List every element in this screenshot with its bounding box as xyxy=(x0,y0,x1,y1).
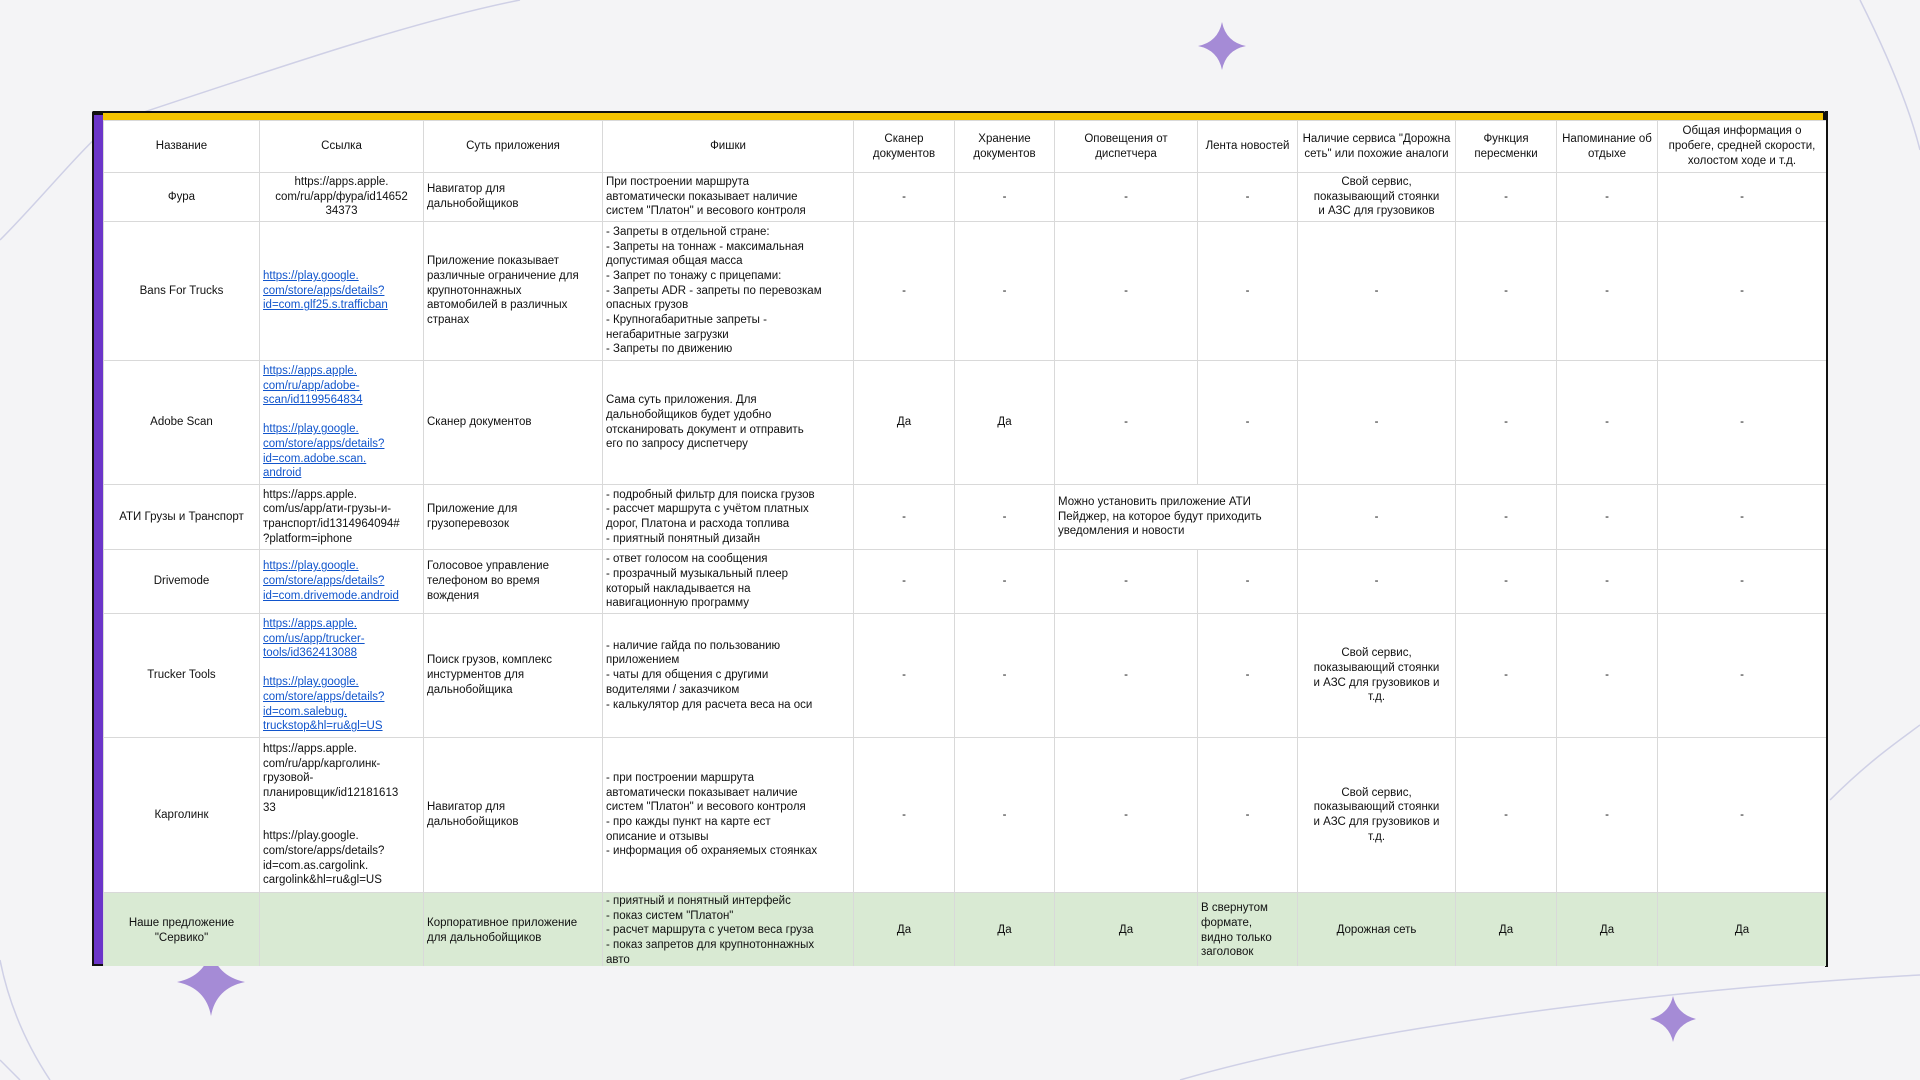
sparkle-icon xyxy=(1198,22,1246,70)
features-cell: - при построении маршрута автоматически показывает наличие систем "Платон" и весового контроля - про кажды пункт на карте ест описание и отзывы - информация об охраняемых стоянках xyxy=(603,738,854,893)
trip-info-cell: - xyxy=(1658,361,1827,485)
news-cell: В свернутом формате, видно только заголовок xyxy=(1198,893,1298,967)
app-name-cell: Drivemode xyxy=(104,550,260,614)
dispatcher-cell: - xyxy=(1055,361,1198,485)
news-cell: - xyxy=(1198,222,1298,361)
essence-cell: Сканер документов xyxy=(424,361,603,485)
header-cell: Оповещения от диспетчера xyxy=(1055,121,1198,173)
essence-cell: Голосовое управление телефоном во время вождения xyxy=(424,550,603,614)
features-cell: - Запреты в отдельной стране: - Запреты на тоннаж - максимальная допустимая общая масса - Запрет по тонажу с прицепами: - Запреты ADR - запреты по перевозкам опасных грузов - Крупногабаритные запреты - негабаритные загрузки - Запреты по движению xyxy=(603,222,854,361)
header-cell: Хранение документов xyxy=(955,121,1055,173)
rest-reminder-cell: - xyxy=(1557,485,1658,550)
app-store-link[interactable]: https://apps.apple. com/ru/app/adobe- scan/id1199564834 xyxy=(263,365,363,407)
news-cell: - xyxy=(1198,361,1298,485)
header-cell: Ссылка xyxy=(260,121,424,173)
shift-cell: - xyxy=(1456,550,1557,614)
dispatcher-cell: Да xyxy=(1055,893,1198,967)
trip-info-cell: - xyxy=(1658,173,1827,222)
link-text: https://apps.apple. com/us/app/ати-грузы-и- транспорт/id1314964094# ?platform=iphone xyxy=(263,488,400,545)
rest-reminder-cell: - xyxy=(1557,173,1658,222)
link-text: https://apps.apple. com/ru/app/карголинк- грузовой- планировщик/id12181613 33 xyxy=(263,742,399,814)
scanner-cell: - xyxy=(854,173,955,222)
app-name-cell: АТИ Грузы и Транспорт xyxy=(104,485,260,550)
play-store-link[interactable]: https://play.google. com/store/apps/details? id=com.adobe.scan. android xyxy=(263,423,385,480)
storage-cell: - xyxy=(955,173,1055,222)
essence-cell: Навигатор для дальнобойщиков xyxy=(424,738,603,893)
header-cell: Лента новостей xyxy=(1198,121,1298,173)
header-cell: Наличие сервиса "Дорожна сеть" или похожие аналоги xyxy=(1298,121,1456,173)
rest-reminder-cell: Да xyxy=(1557,893,1658,967)
table-row xyxy=(104,485,1827,550)
scanner-cell: Да xyxy=(854,361,955,485)
trip-info-cell: - xyxy=(1658,738,1827,893)
dispatcher-cell: - xyxy=(1055,550,1198,614)
dispatcher-cell: - xyxy=(1055,614,1198,738)
scanner-cell: Да xyxy=(854,893,955,967)
news-cell: - xyxy=(1198,550,1298,614)
storage-cell: - xyxy=(955,485,1055,550)
shift-cell: - xyxy=(1456,222,1557,361)
table-row xyxy=(104,173,1827,222)
link-cell xyxy=(260,361,424,485)
trip-info-cell: - xyxy=(1658,485,1827,550)
comparison-table-container xyxy=(103,120,1826,966)
essence-cell: Навигатор для дальнобойщиков xyxy=(424,173,603,222)
dispatcher-news-merged-cell: Можно установить приложение АТИ Пейджер, на которое будут приходить уведомления и новости xyxy=(1055,485,1298,550)
trip-info-cell: - xyxy=(1658,550,1827,614)
frame-left-edge xyxy=(92,113,103,966)
table-row xyxy=(104,222,1827,361)
features-cell: Сама суть приложения. Для дальнобойщиков будет удобно отсканировать документ и отправить его по запросу диспетчеру xyxy=(603,361,854,485)
road-network-cell: - xyxy=(1298,361,1456,485)
road-network-cell: Дорожная сеть xyxy=(1298,893,1456,967)
features-cell: - приятный и понятный интерфейс - показ систем "Платон" - расчет маршрута с учетом веса груза - показ запретов для крупнотоннажных авто xyxy=(603,893,854,967)
link-cell xyxy=(260,738,424,893)
table-row-our-offer xyxy=(104,893,1827,967)
header-cell: Сканер документов xyxy=(854,121,955,173)
road-network-cell: - xyxy=(1298,222,1456,361)
store-link[interactable]: https://play.google. com/store/apps/details? id=com.drivemode.android xyxy=(263,560,399,602)
essence-cell: Поиск грузов, комплекс инстурментов для дальнобойщика xyxy=(424,614,603,738)
storage-cell: - xyxy=(955,614,1055,738)
features-cell: - наличие гайда по пользованию приложением - чаты для общения с другими водителями / заказчиком - калькулятор для расчета веса на оси xyxy=(603,614,854,738)
table-row xyxy=(104,550,1827,614)
app-store-link[interactable]: https://apps.apple. com/us/app/trucker- tools/id362413088 xyxy=(263,618,365,660)
features-cell: - ответ голосом на сообщения - прозрачный музыкальный плеер который накладывается на навигационную программу xyxy=(603,550,854,614)
dispatcher-cell: - xyxy=(1055,738,1198,893)
table-row xyxy=(104,738,1827,893)
shift-cell: - xyxy=(1456,361,1557,485)
sparkle-icon xyxy=(1650,996,1696,1042)
link-cell xyxy=(260,893,424,967)
link-text: https://apps.apple. com/ru/app/фура/id14652 34373 xyxy=(275,175,408,218)
store-link[interactable]: https://play.google. com/store/apps/details? id=com.glf25.s.trafficban xyxy=(263,269,388,312)
shift-cell: Да xyxy=(1456,893,1557,967)
road-network-cell: - xyxy=(1298,485,1456,550)
link-cell xyxy=(260,485,424,550)
road-network-cell: Свой сервис, показывающий стоянки и АЗС для грузовиков и т.д. xyxy=(1298,738,1456,893)
header-cell: Напоминание об отдыхе xyxy=(1557,121,1658,173)
news-cell: - xyxy=(1198,614,1298,738)
scanner-cell: - xyxy=(854,485,955,550)
trip-info-cell: Да xyxy=(1658,893,1827,967)
storage-cell: - xyxy=(955,738,1055,893)
link-cell xyxy=(260,222,424,361)
road-network-cell: - xyxy=(1298,550,1456,614)
shift-cell: - xyxy=(1456,485,1557,550)
trip-info-cell: - xyxy=(1658,222,1827,361)
app-name-cell: Фура xyxy=(104,173,260,222)
header-cell: Суть приложения xyxy=(424,121,603,173)
header-row xyxy=(104,121,1827,173)
app-name-cell: Наше предложение "Сервико" xyxy=(104,893,260,967)
app-name-cell: Bans For Trucks xyxy=(104,222,260,361)
link-cell xyxy=(260,550,424,614)
features-cell: - подробный фильтр для поиска грузов - рассчет маршрута с учётом платных дорог, Платона и расхода топлива - приятный понятный дизайн xyxy=(603,485,854,550)
essence-cell: Корпоративное приложение для дальнобойщиков xyxy=(424,893,603,967)
scanner-cell: - xyxy=(854,614,955,738)
scanner-cell: - xyxy=(854,222,955,361)
table-row xyxy=(104,361,1827,485)
table-row xyxy=(104,614,1827,738)
storage-cell: Да xyxy=(955,361,1055,485)
rest-reminder-cell: - xyxy=(1557,614,1658,738)
rest-reminder-cell: - xyxy=(1557,361,1658,485)
storage-cell: - xyxy=(955,222,1055,361)
header-cell: Название xyxy=(104,121,260,173)
rest-reminder-cell: - xyxy=(1557,222,1658,361)
road-network-cell: Свой сервис, показывающий стоянки и АЗС для грузовиков xyxy=(1298,173,1456,222)
scanner-cell: - xyxy=(854,738,955,893)
trip-info-cell: - xyxy=(1658,614,1827,738)
link-cell xyxy=(260,614,424,738)
header-cell: Общая информация о пробеге, средней скорости, холостом ходе и т.д. xyxy=(1658,121,1827,173)
dispatcher-cell: - xyxy=(1055,173,1198,222)
news-cell: - xyxy=(1198,738,1298,893)
road-network-cell: Свой сервис, показывающий стоянки и АЗС для грузовиков и т.д. xyxy=(1298,614,1456,738)
header-cell: Фишки xyxy=(603,121,854,173)
app-name-cell: Adobe Scan xyxy=(104,361,260,485)
essence-cell: Приложение для грузоперевозок xyxy=(424,485,603,550)
scanner-cell: - xyxy=(854,550,955,614)
shift-cell: - xyxy=(1456,738,1557,893)
header-cell: Функция пересменки xyxy=(1456,121,1557,173)
essence-cell: Приложение показывает различные ограничение для крупнотоннажных автомобилей в различных странах xyxy=(424,222,603,361)
app-name-cell: Карголинк xyxy=(104,738,260,893)
link-text: https://play.google. com/store/apps/details? id=com.as.cargolink. cargolink&hl=ru&gl=US xyxy=(263,830,385,887)
rest-reminder-cell: - xyxy=(1557,550,1658,614)
dispatcher-cell: - xyxy=(1055,222,1198,361)
link-cell xyxy=(260,173,424,222)
play-store-link[interactable]: https://play.google. com/store/apps/details? id=com.salebug. truckstop&hl=ru&gl=US xyxy=(263,676,385,733)
shift-cell: - xyxy=(1456,173,1557,222)
news-cell: - xyxy=(1198,173,1298,222)
storage-cell: - xyxy=(955,550,1055,614)
rest-reminder-cell: - xyxy=(1557,738,1658,893)
shift-cell: - xyxy=(1456,614,1557,738)
storage-cell: Да xyxy=(955,893,1055,967)
features-cell: При построении маршрута автоматически показывает наличие систем "Платон" и весового контроля xyxy=(603,173,854,222)
comparison-table xyxy=(103,120,1826,966)
app-name-cell: Trucker Tools xyxy=(104,614,260,738)
